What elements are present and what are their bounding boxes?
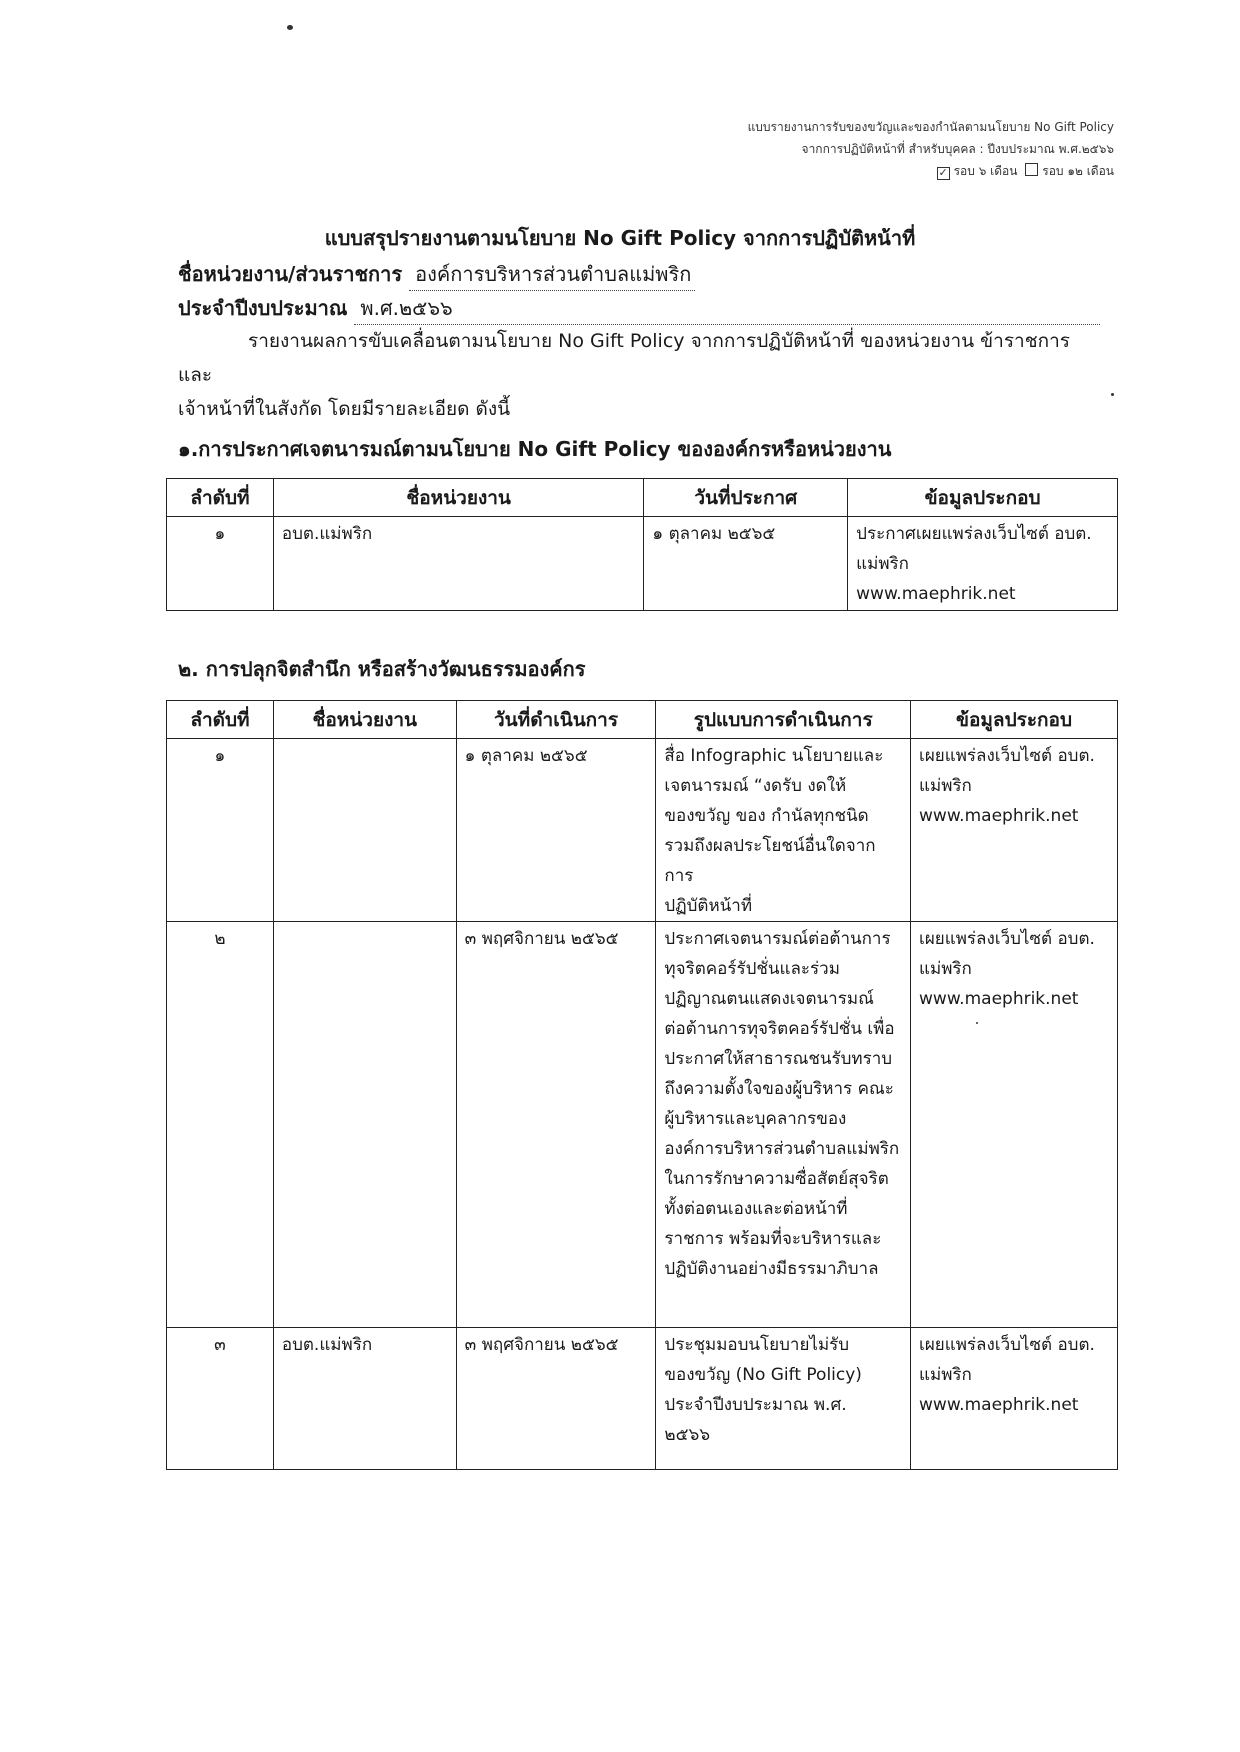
table-row	[167, 739, 1118, 922]
col-header-info: ข้อมูลประกอบ	[848, 479, 1118, 517]
col-header-unit: ชื่อหน่วยงาน	[273, 479, 643, 517]
cell-format	[656, 1328, 911, 1470]
table-row	[167, 922, 1118, 1328]
cell-info	[911, 1328, 1118, 1470]
cell-no: ๑	[167, 517, 274, 611]
document-title: แบบสรุปรายงานตามนโยบาย No Gift Policy จากการปฏิบัติหน้าที่	[324, 226, 916, 250]
format-line: ประกาศให้สาธารณชนรับทราบ	[664, 1049, 893, 1069]
section2-title: ๒. การปลุกจิตสำนึก หรือสร้างวัฒนธรรมองค์กร	[178, 657, 586, 681]
info-line: แม่พริก	[919, 959, 972, 979]
fiscal-line	[178, 292, 1100, 325]
info-line: เผยแพร่ลงเว็บไซต์ อบต.	[919, 929, 1095, 949]
info-link[interactable]: www.maephrik.net	[919, 989, 1079, 1009]
cell-date: ๑ ตุลาคม ๒๕๖๕	[456, 739, 656, 922]
col-header-unit: ชื่อหน่วยงาน	[273, 701, 456, 739]
format-line: ราชการ พร้อมที่จะบริหารและ	[664, 1229, 882, 1249]
fiscal-label: ประจำปีงบประมาณ	[178, 296, 348, 320]
format-line: ปฏิบัติหน้าที่	[664, 896, 753, 916]
info-link[interactable]: www.maephrik.net	[919, 1395, 1079, 1415]
cell-format	[656, 922, 911, 1328]
col-header-no: ลำดับที่	[167, 701, 274, 739]
format-line: ต่อต้านการทุจริตคอร์รัปชั่น เพื่อ	[664, 1019, 895, 1039]
format-line: ปฏิญาณตนแสดงเจตนารมณ์	[664, 989, 874, 1009]
scan-speck	[1111, 393, 1114, 396]
format-line: ทุจริตคอร์รัปชั่นและร่วม	[664, 959, 840, 979]
cell-no: ๑	[167, 739, 274, 922]
format-line: ประกาศเจตนารมณ์ต่อต้านการ	[664, 929, 891, 949]
info-link[interactable]: www.maephrik.net	[856, 584, 1016, 604]
section1-title: ๑.การประกาศเจตนารมณ์ตามนโยบาย No Gift Policy ขององค์กรหรือหน่วยงาน	[178, 437, 892, 461]
format-line: องค์การบริหารส่วนตำบลแม่พริก	[664, 1139, 900, 1159]
table-header-row	[167, 479, 1118, 517]
intro-line1: รายงานผลการขับเคลื่อนตามนโยบาย No Gift Policy จากการปฏิบัติหน้าที่ ของหน่วยงาน ข้าราชการ และ	[178, 330, 1070, 386]
cell-info	[911, 739, 1118, 922]
format-line: เจตนารมณ์ “งดรับ งดให้	[664, 776, 847, 796]
format-line: ประชุมมอบนโยบายไม่รับ	[664, 1335, 850, 1355]
col-header-format: รูปแบบการดำเนินการ	[656, 701, 911, 739]
table-header-row	[167, 701, 1118, 739]
form-header	[748, 116, 1114, 182]
format-line: ประจำปีงบประมาณ พ.ศ.	[664, 1395, 847, 1415]
cell-unit	[273, 739, 456, 922]
format-line: สื่อ Infographic นโยบายและ	[664, 746, 884, 766]
form-header-line1: แบบรายงานการรับของขวัญและของกำนัลตามนโยบาย No Gift Policy	[747, 120, 1114, 134]
info-line: แม่พริก	[919, 776, 972, 796]
cell-date: ๓ พฤศจิกายน ๒๕๖๕	[456, 1328, 656, 1470]
format-line: ผู้บริหารและบุคลากรของ	[664, 1109, 847, 1129]
info-line: ประกาศเผยแพร่ลงเว็บไซต์ อบต.	[856, 524, 1092, 544]
format-line: ของขวัญ (No Gift Policy)	[664, 1365, 862, 1385]
form-header-line2: จากการปฏิบัติหน้าที่ สำหรับบุคคล : ปีงบประมาณ พ.ศ.๒๕๖๖	[801, 142, 1114, 156]
format-line: ของขวัญ ของ กำนัลทุกชนิด	[664, 806, 869, 826]
cell-unit: อบต.แม่พริก	[273, 517, 643, 611]
col-header-date: วันที่ประกาศ	[644, 479, 848, 517]
cell-format	[656, 739, 911, 922]
format-line: ถึงความตั้งใจของผู้บริหาร คณะ	[664, 1079, 894, 1099]
cell-unit: อบต.แม่พริก	[273, 1328, 456, 1470]
info-line: แม่พริก	[919, 1365, 972, 1385]
intro-paragraph	[178, 324, 1108, 426]
round-selector	[748, 160, 1114, 182]
info-link[interactable]: www.maephrik.net	[919, 806, 1079, 826]
agency-label: ชื่อหน่วยงาน/ส่วนราชการ	[178, 262, 403, 286]
round-6-label: รอบ ๖ เดือน	[953, 164, 1018, 178]
table-row	[167, 1328, 1118, 1470]
cell-info	[848, 517, 1118, 611]
format-line: ๒๕๖๖	[664, 1425, 711, 1445]
checkbox-round-6[interactable]: ✓	[938, 166, 948, 179]
table-row	[167, 517, 1118, 611]
cell-info	[911, 922, 1118, 1328]
cell-no: ๓	[167, 1328, 274, 1470]
col-header-info: ข้อมูลประกอบ	[911, 701, 1118, 739]
section1-table	[166, 478, 1118, 611]
cell-unit	[273, 922, 456, 1328]
info-line: เผยแพร่ลงเว็บไซต์ อบต.	[919, 1335, 1095, 1355]
format-line: ทั้งต่อตนเองและต่อหน้าที่	[664, 1199, 848, 1219]
fiscal-value: พ.ศ.๒๕๖๖	[354, 292, 1100, 325]
checkbox-round-12[interactable]	[1025, 163, 1038, 176]
format-line: ในการรักษาความซื่อสัตย์สุจริต	[664, 1169, 889, 1189]
cell-no: ๒	[167, 922, 274, 1328]
agency-line	[178, 258, 695, 291]
cell-date: ๓ พฤศจิกายน ๒๕๖๕	[456, 922, 656, 1328]
intro-line2: เจ้าหน้าที่ในสังกัด โดยมีรายละเอียด ดังนี้	[178, 398, 511, 420]
agency-value: องค์การบริหารส่วนตำบลแม่พริก	[409, 258, 695, 291]
col-header-date: วันที่ดำเนินการ	[456, 701, 656, 739]
info-line: เผยแพร่ลงเว็บไซต์ อบต.	[919, 746, 1095, 766]
format-line: ปฏิบัติงานอย่างมีธรรมาภิบาล	[664, 1259, 879, 1279]
format-line: รวมถึงผลประโยชน์อื่นใดจากการ	[664, 836, 876, 886]
section2-table	[166, 700, 1118, 1470]
scan-speck	[287, 25, 293, 30]
round-12-label: รอบ ๑๒ เดือน	[1042, 164, 1114, 178]
info-line: แม่พริก	[856, 554, 909, 574]
col-header-no: ลำดับที่	[167, 479, 274, 517]
cell-date: ๑ ตุลาคม ๒๕๖๕	[644, 517, 848, 611]
